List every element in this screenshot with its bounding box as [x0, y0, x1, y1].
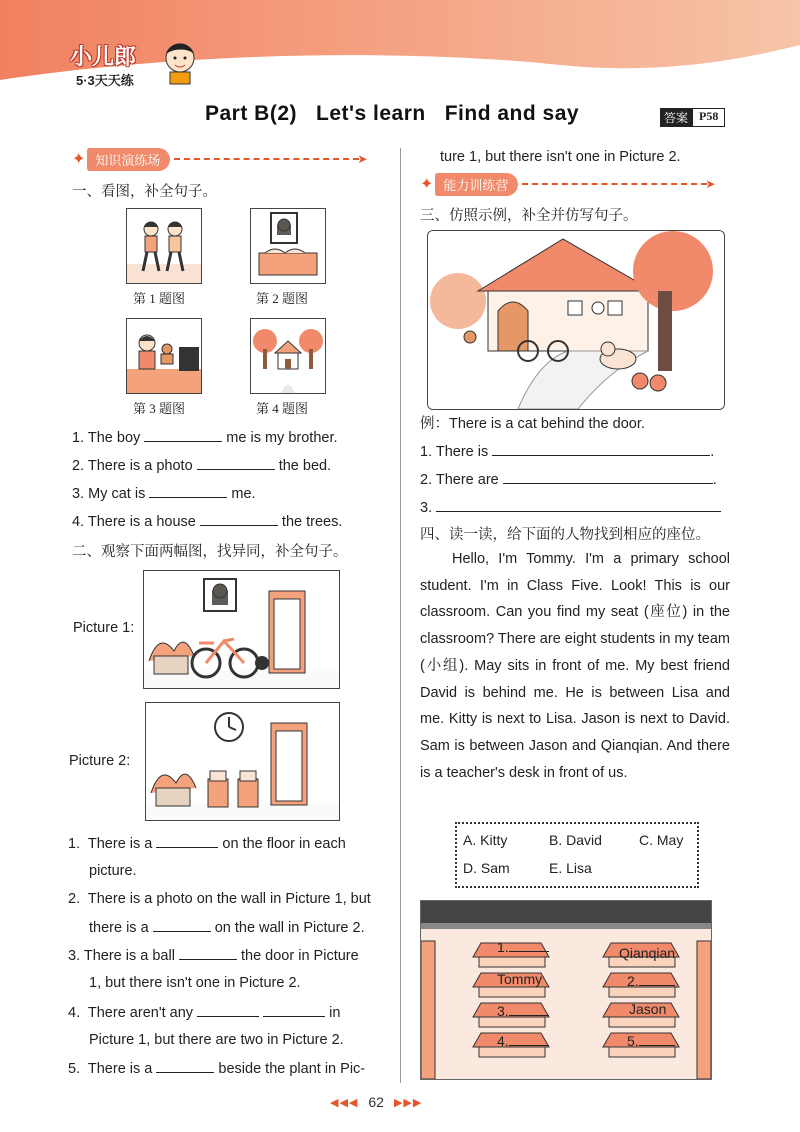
answer-blank[interactable] — [509, 1031, 549, 1046]
section-knowledge-label: 知识演练场 — [87, 148, 170, 171]
option-c[interactable]: C. May — [639, 832, 684, 848]
page-footer — [330, 1094, 422, 1110]
boy-with-cat-illustration — [127, 319, 201, 393]
house-with-cat-dog-illustration — [428, 231, 724, 409]
caption-4: 第 4 题图 — [256, 401, 309, 416]
q2-item-5-cont: ture 1, but there isn't one in Picture 2. — [440, 149, 681, 165]
answer-blank[interactable] — [200, 511, 278, 526]
section-tag-ability — [420, 173, 715, 195]
picture-2-label: Picture 2: — [69, 753, 131, 769]
page-title: Part B(2) Let's learn Find and say — [205, 102, 580, 125]
answer-blank[interactable] — [509, 937, 549, 952]
star-icon: ✦ — [420, 176, 434, 193]
caption-3: 第 3 题图 — [133, 401, 186, 416]
reading-text: Hello, I'm Tommy. I'm a primary school student. I'm in Class Five. Look! This is our classroom. Can you find my seat (座位) in the classroom? There are eight students in my team (小组). May sits in front of me. My best friend David is behind me. He is between Lisa and me. Kitty is next to Lisa. Jason is next to David. Sam is between Jason and Qianqian. And there is a teacher's desk in front of us. — [420, 551, 731, 781]
answer-blank[interactable] — [639, 971, 675, 986]
answer-blank[interactable] — [197, 1002, 259, 1017]
q1-picture-3 — [126, 318, 202, 394]
q1-item-4 — [72, 511, 342, 532]
classroom-seating-diagram — [420, 900, 712, 1080]
q2-item-5-text: 5. There is a — [68, 1061, 157, 1077]
q1-item-2 — [72, 455, 331, 476]
column-divider — [400, 148, 401, 1083]
seat-4-label[interactable] — [497, 1031, 549, 1049]
q1-item-4-text-end: the trees. — [277, 514, 343, 530]
seat-qianqian-label: Qianqian — [619, 945, 676, 961]
q3-item-2-text: 2. There are — [420, 472, 503, 488]
q3-title: 三、仿照示例，补全并仿写句子。 — [420, 208, 638, 224]
option-b[interactable]: B. David — [549, 832, 602, 848]
q3-item-3-text: 3. — [420, 500, 433, 516]
q2-item-4-cont: Picture 1, but there are two in Picture 2. — [89, 1032, 344, 1048]
q3-example: 例：There is a cat behind the door. — [420, 416, 645, 432]
section-ability-label: 能力训练营 — [435, 173, 518, 196]
q2-item-3-text: 3. There is a ball — [68, 948, 179, 964]
q2-item-5 — [68, 1058, 365, 1079]
q1-item-1 — [72, 427, 338, 448]
seat-jason-label: Jason — [629, 1001, 667, 1017]
answer-blank[interactable] — [153, 917, 211, 932]
section-tag-knowledge — [72, 148, 367, 170]
q2-item-3-text-end: the door in Picture — [236, 948, 359, 964]
answer-blank[interactable] — [197, 455, 275, 470]
seat-4-number: 4. — [497, 1033, 509, 1049]
answer-blank[interactable] — [179, 945, 237, 960]
reading-passage — [420, 546, 730, 786]
q1-item-3-text: 3. My cat is — [72, 486, 150, 502]
seat-3-label[interactable] — [497, 1001, 549, 1019]
q1-item-4-text: 4. There is a house — [72, 514, 200, 530]
seat-5-number: 5. — [627, 1033, 639, 1049]
answer-blank[interactable] — [263, 1002, 325, 1017]
picture-1-label: Picture 1: — [73, 620, 135, 636]
q1-picture-1 — [126, 208, 202, 284]
q2-item-3-cont: 1, but there isn't one in Picture 2. — [89, 975, 301, 991]
q1-item-1-text: 1. The boy — [72, 430, 145, 446]
q1-picture-2 — [250, 208, 326, 284]
answer-blank[interactable] — [503, 469, 713, 484]
option-a[interactable]: A. Kitty — [463, 832, 508, 848]
dashed-line — [174, 158, 359, 160]
arrow-icon: ➤ — [705, 177, 716, 191]
classroom-background-illustration — [421, 901, 711, 1079]
seat-2-label[interactable] — [627, 971, 675, 989]
q3-item-1-text: 1. There is — [420, 444, 493, 460]
answer-blank[interactable] — [144, 427, 222, 442]
photo-above-bed-illustration — [251, 209, 325, 283]
q2-item-1-text-end: on the floor in each — [218, 836, 346, 852]
room-with-clock-illustration — [146, 703, 339, 820]
answer-blank[interactable] — [436, 497, 721, 512]
answer-label: 答案 — [660, 108, 692, 127]
answer-blank[interactable] — [149, 483, 227, 498]
q1-picture-4 — [250, 318, 326, 394]
q2-item-5-text-end: beside the plant in Pic- — [214, 1061, 366, 1077]
option-e[interactable]: E. Lisa — [549, 860, 592, 876]
q3-item-1: 1. There is . — [420, 441, 714, 462]
answer-blank[interactable] — [156, 833, 218, 848]
house-between-trees-illustration — [251, 319, 325, 393]
q2-item-2: 2. There is a photo on the wall in Picture 1, but — [68, 891, 371, 907]
q4-title: 四、读一读，给下面的人物找到相应的座位。 — [420, 527, 710, 543]
q2-item-2-cont — [89, 917, 365, 938]
q2-item-1 — [68, 833, 346, 854]
two-boys-illustration — [127, 209, 201, 283]
seat-1-number: 1. — [497, 939, 509, 955]
seat-2-number: 2. — [627, 973, 639, 989]
answer-blank[interactable] — [156, 1058, 214, 1073]
q2-item-2-text-end: on the wall in Picture 2. — [210, 920, 365, 936]
q2-title: 二、观察下面两幅图，找异同，补全句子。 — [72, 544, 348, 560]
picture-1 — [143, 570, 340, 689]
q2-item-4 — [68, 1002, 340, 1023]
q2-item-1-cont: picture. — [89, 863, 137, 879]
answer-blank[interactable] — [492, 441, 710, 456]
q3-item-3 — [420, 497, 721, 518]
q1-item-3 — [72, 483, 256, 504]
q1-item-1-text-end: me is my brother. — [222, 430, 338, 446]
page-number: 62 — [368, 1094, 384, 1110]
answer-blank[interactable] — [509, 1001, 549, 1016]
seat-1-label[interactable] — [497, 937, 549, 955]
arrow-icon: ➤ — [357, 152, 368, 166]
q2-item-2-text: there is a — [89, 920, 153, 936]
caption-1: 第 1 题图 — [133, 291, 186, 306]
q2-item-4-text: 4. There aren't any — [68, 1005, 198, 1021]
logo-title: 小儿郎 — [70, 44, 137, 69]
q2-item-3 — [68, 945, 359, 966]
answer-reference[interactable] — [660, 108, 725, 127]
seat-tommy-label: Tommy — [497, 971, 543, 987]
brand-logo — [62, 36, 202, 92]
logo-subtitle: 5·3天天练 — [76, 73, 134, 88]
q3-picture — [427, 230, 725, 410]
option-d[interactable]: D. Sam — [463, 860, 510, 876]
picture-2 — [145, 702, 340, 821]
answer-page: P58 — [692, 108, 725, 127]
options-box — [455, 822, 699, 888]
q1-title: 一、看图，补全句子。 — [72, 184, 217, 200]
right-arrows-icon: ▶▶▶ — [393, 1096, 423, 1109]
q2-item-1-text: 1. There is a — [68, 836, 157, 852]
left-arrows-icon: ◀◀◀ — [330, 1096, 359, 1109]
room-with-bicycle-illustration — [144, 571, 339, 688]
q3-item-2: 2. There are . — [420, 469, 717, 490]
kid-mascot-icon — [162, 40, 198, 86]
answer-blank[interactable] — [639, 1031, 675, 1046]
q1-item-2-text: 2. There is a photo — [72, 458, 197, 474]
dashed-line — [522, 183, 707, 185]
q1-item-3-text-end: me. — [227, 486, 256, 502]
seat-5-label[interactable] — [627, 1031, 675, 1049]
star-icon: ✦ — [72, 151, 86, 168]
q1-item-2-text-end: the bed. — [274, 458, 332, 474]
q2-item-4-text-end: in — [325, 1005, 341, 1021]
seat-3-number: 3. — [497, 1003, 509, 1019]
caption-2: 第 2 题图 — [256, 291, 309, 306]
